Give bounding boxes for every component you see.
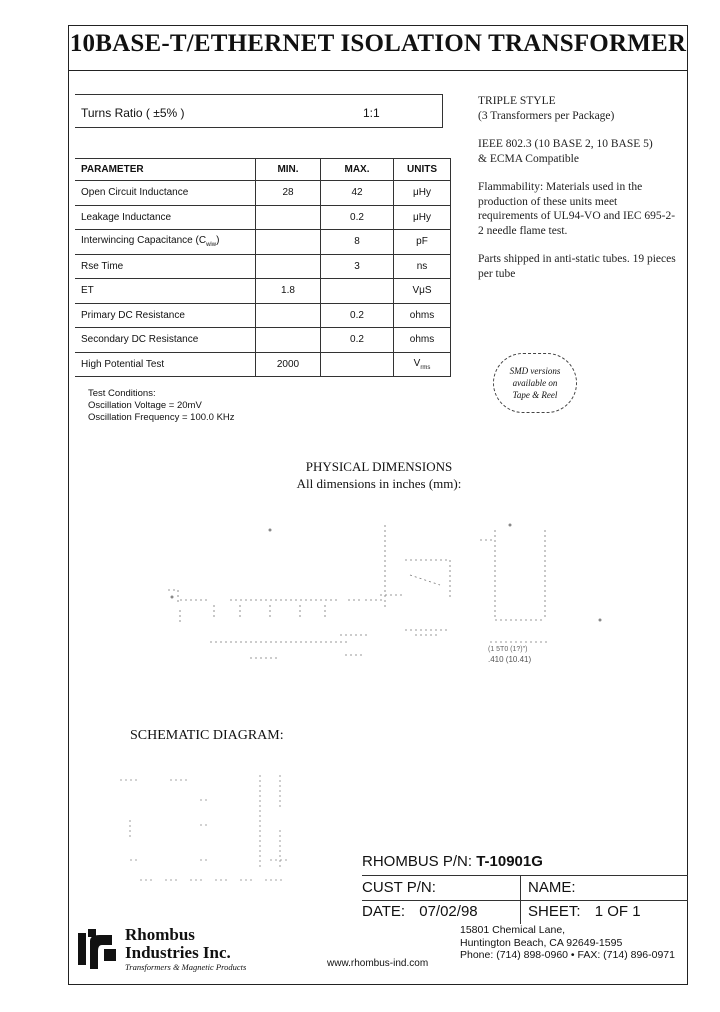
cell-min	[256, 328, 321, 353]
cell-max: 0.2	[321, 328, 394, 353]
table-row	[75, 328, 451, 353]
pin-mark	[269, 529, 272, 532]
col-parameter: PARAMETER	[75, 159, 256, 181]
cell-units: μHy	[394, 181, 451, 206]
date-row	[362, 900, 478, 924]
cell-min	[256, 303, 321, 328]
dimension-arrow	[210, 642, 350, 658]
physical-title: PHYSICAL DIMENSIONS	[305, 459, 453, 474]
pin-mark	[509, 524, 512, 527]
address-line-2: Huntington Beach, CA 92649-1595	[460, 936, 623, 949]
dimension-label-1: (1 5T0 (1?)")	[488, 646, 528, 653]
notes-column	[478, 94, 678, 295]
cell-max: 0.2	[321, 303, 394, 328]
cell-min	[256, 254, 321, 279]
smd-badge	[493, 353, 577, 413]
physical-subtitle: All dimensions in inches (mm):	[296, 476, 462, 491]
coil-1	[120, 780, 140, 860]
table-row	[75, 352, 451, 377]
table-row	[75, 205, 451, 230]
footprint-marks	[340, 630, 450, 655]
standard-line-1: IEEE 802.3 (10 BASE 2, 10 BASE 5)	[478, 138, 653, 150]
test-conditions-heading: Test Conditions:	[88, 388, 156, 399]
company-tagline: Transformers & Magnetic Products	[125, 962, 247, 972]
cap-label: Interwincing Capacitance (C	[81, 235, 207, 247]
sheet-label: SHEET:	[528, 903, 581, 920]
company-name-line-2: Industries Inc.	[125, 943, 231, 962]
style-title: TRIPLE STYLE	[478, 95, 556, 107]
volt-unit: V	[413, 357, 421, 369]
test-conditions	[88, 388, 235, 424]
standard-note	[478, 137, 678, 166]
turns-ratio-value: 1:1	[363, 106, 380, 120]
table-row	[75, 303, 451, 328]
phone-fax-line: Phone: (714) 898-0960 • FAX: (714) 896-0971	[460, 949, 675, 961]
rhombus-logo-icon	[78, 927, 120, 971]
table-row	[75, 254, 451, 279]
cust-pn-label: CUST P/N:	[362, 879, 436, 896]
coil-2	[170, 780, 210, 860]
top-view-outline	[480, 530, 550, 642]
cell-min	[256, 230, 321, 255]
cell-param: Interwincing Capacitance $(C_{wiw})$	[75, 230, 256, 255]
cell-max	[321, 352, 394, 377]
sheet-row	[528, 900, 641, 924]
rhombus-pn-value: T-10901G	[476, 853, 543, 870]
style-subtitle: (3 Transformers per Package)	[478, 109, 615, 122]
cell-units: ns	[394, 254, 451, 279]
smd-line-2: available on	[512, 378, 558, 388]
cell-max: 3	[321, 254, 394, 279]
side-view-leads	[180, 605, 325, 625]
cell-units	[394, 352, 451, 377]
date-label: DATE:	[362, 903, 406, 920]
col-min: MIN.	[256, 159, 321, 181]
cell-param: Rse Time	[75, 254, 256, 279]
cell-units: ohms	[394, 328, 451, 353]
table-row	[75, 279, 451, 304]
cell-min: 2000	[256, 352, 321, 377]
cell-param: Secondary DC Resistance	[75, 328, 256, 353]
physical-dimension-drawings	[150, 510, 620, 675]
volt-subscript: rms	[420, 364, 431, 371]
company-website: www.rhombus-ind.com	[327, 958, 429, 969]
company-name	[125, 926, 231, 962]
cell-max	[321, 279, 394, 304]
rhombus-pn-row	[362, 850, 543, 874]
cell-max: 42	[321, 181, 394, 206]
rhombus-pn-label: RHOMBUS P/N:	[362, 853, 473, 870]
smd-line-1: SMD versions	[509, 366, 561, 376]
dimension-label-2: .410 (10.41)	[488, 655, 532, 664]
table-row	[75, 181, 451, 206]
cell-units: pF	[394, 230, 451, 255]
cell-max: 0.2	[321, 205, 394, 230]
cell-param: Open Circuit Inductance	[75, 181, 256, 206]
cell-units: VμS	[394, 279, 451, 304]
cell-param: Leakage Inductance	[75, 205, 256, 230]
cell-units: μHy	[394, 205, 451, 230]
pin-mark	[171, 596, 174, 599]
cell-max: 8	[321, 230, 394, 255]
date-value: 07/02/98	[419, 903, 478, 920]
title-divider	[68, 70, 688, 71]
schematic-title: SCHEMATIC DIAGRAM:	[130, 728, 284, 743]
cell-param: High Potential Test	[75, 352, 256, 377]
coil-3	[260, 775, 290, 870]
address-line-1: 15801 Chemical Lane,	[460, 924, 566, 936]
turns-ratio-box	[75, 94, 443, 128]
flammability-note: Flammability: Materials used in the production of these units meet requirements of UL94-VO and IEC 695-2-2 needle flame test.	[478, 181, 676, 237]
shipping-note: Parts shipped in anti-static tubes. 19 pieces per tube	[478, 253, 676, 280]
smd-line-3: Tape & Reel	[512, 390, 558, 400]
standard-line-2: & ECMA Compatible	[478, 152, 579, 165]
cell-min	[256, 205, 321, 230]
column-divider	[520, 876, 521, 924]
cell-min: 1.8	[256, 279, 321, 304]
pin-mark	[599, 619, 602, 622]
table-header-row	[75, 159, 451, 181]
company-address	[460, 924, 675, 962]
col-units: UNITS	[394, 159, 451, 181]
cap-subscript: wiw	[206, 242, 217, 249]
physical-dimensions-heading	[268, 458, 490, 492]
cell-min: 28	[256, 181, 321, 206]
style-note	[478, 94, 678, 123]
end-view-outline	[380, 525, 450, 610]
schematic-diagram	[110, 770, 310, 890]
test-voltage: Oscillation Voltage = 20mV	[88, 400, 202, 411]
col-max: MAX.	[321, 159, 394, 181]
test-frequency: Oscillation Frequency = 100.0 KHz	[88, 412, 235, 423]
document-title: 10BASE-T/ETHERNET ISOLATION TRANSFORMER	[69, 30, 687, 57]
turns-ratio-label: Turns Ratio ( ±5% )	[81, 106, 185, 120]
table-row	[75, 230, 451, 255]
name-label: NAME:	[528, 879, 576, 896]
cell-units: ohms	[394, 303, 451, 328]
cell-param: Primary DC Resistance	[75, 303, 256, 328]
side-view-outline	[168, 590, 385, 605]
parameters-table	[75, 158, 451, 377]
company-name-line-1: Rhombus	[125, 925, 195, 944]
cell-param: ET	[75, 279, 256, 304]
sheet-value: 1 OF 1	[594, 903, 641, 920]
